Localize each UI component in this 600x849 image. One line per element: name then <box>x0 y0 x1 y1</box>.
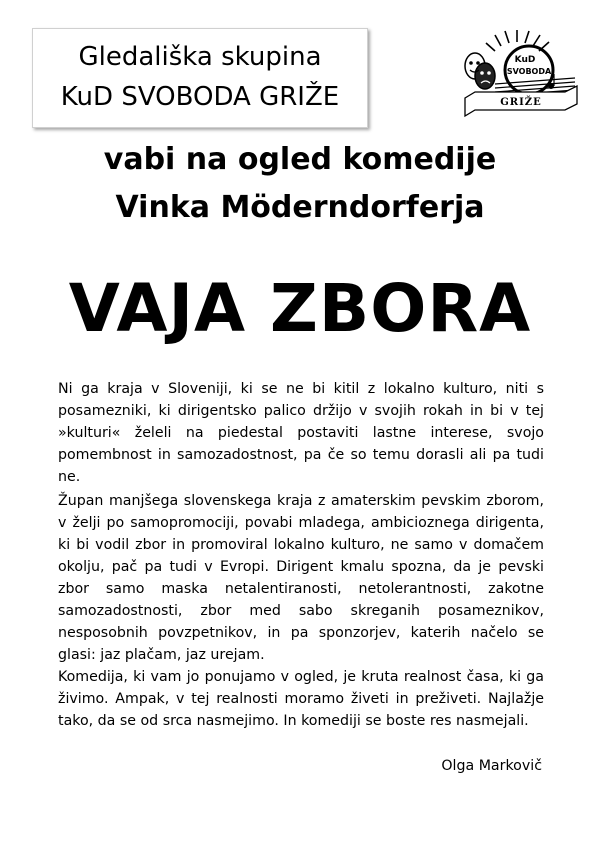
invite-line2: Vinka Möderndorferja <box>115 190 485 225</box>
group-name-line2: KuD SVOBODA GRIŽE <box>60 82 340 112</box>
paragraph-intro: Ni ga kraja v Sloveniji, ki se ne bi kitil z lokalno kulturo, niti s posamezniki, ki dirigentsko palico držijo v svojih rokah in bi v tej »kulturi« želeli na piedestal postaviti lastne interese, svojo pomembnost in samozadostnost, pa če so temu dorasli ali pa tudi ne. <box>58 381 544 485</box>
paragraph-closing: Komedija, ki vam jo ponujamo v ogled, je kruta realnost časa, ki ga živimo. Ampak, v tej realnosti moramo živeti in preživeti. Najlažje tako, da se od srca nasmejimo. In komediji se boste res nasmejali. <box>58 669 544 729</box>
kud-logo-icon <box>455 28 580 118</box>
logo-kud-text: KuD <box>514 55 536 65</box>
group-name-line1: Gledališka skupina <box>78 42 322 72</box>
group-name-box <box>32 28 368 128</box>
logo-place-text: GRIŽE <box>500 97 542 108</box>
invite-line1: vabi na ogled komedije <box>103 142 497 177</box>
play-title: VAJA ZBORA <box>68 270 532 347</box>
logo-svoboda-text: SVOBODA <box>506 67 552 76</box>
author-signature: Olga Markovič <box>441 758 542 774</box>
paragraph-plot: Župan manjšega slovenskega kraja z amaterskim pevskim zborom, v želji po samopromociji, povabi mladega, ambicioznega dirigenta, ki bi vodil zbor in promoviral lokalno kulturo, ne samo v domačem okolju, pač pa tudi v Evropi. Dirigent kmalu spozna, da je pevski zbor samo maska netalentiranosti, netolerantnosti, zakotne samozadostnosti, zbor med sabo skreganih posameznikov, nesposobnih povzpetnikov, in pa sponzorjev, katerih načelo se glasi: jaz plačam, jaz urejam. <box>58 493 544 663</box>
